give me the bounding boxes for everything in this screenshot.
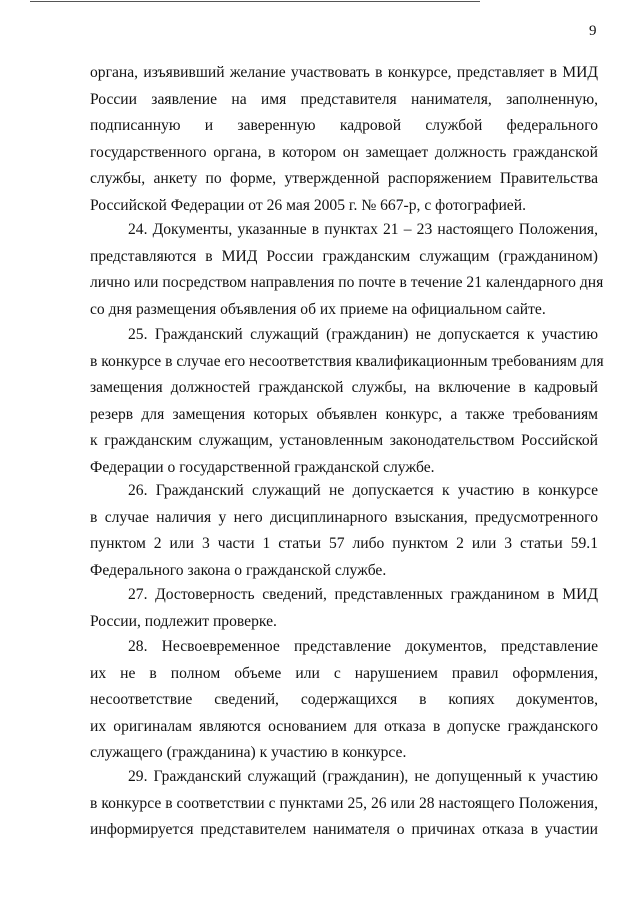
- text-line: к гражданским служащим, установленным законодательством Российской: [90, 432, 598, 450]
- text-line: 24. Документы, указанные в пунктах 21 – 23 настоящего Положения,: [128, 221, 598, 238]
- page-number: 9: [589, 23, 597, 39]
- text-line: 28. Несвоевременное представление документов, представление: [128, 638, 598, 655]
- text-line: Федерального закона о гражданской службе.: [90, 561, 387, 579]
- text-line: 26. Гражданский служащий не допускается к участию в конкурсе: [128, 482, 598, 499]
- paragraph-26: [90, 478, 598, 584]
- text-line: в конкурсе в случае его несоответствия квалификационным требованиям для: [90, 352, 604, 370]
- scan-top-edge-line: [30, 1, 480, 2]
- text-line: 29. Гражданский служащий (гражданин), не допущенный к участию: [128, 768, 598, 785]
- text-line: России, подлежит проверке.: [90, 612, 277, 630]
- text-line: информируется представителем нанимателя о причинах отказа в участии: [90, 821, 598, 839]
- paragraph-27: [90, 582, 598, 635]
- text-line: их не в полном объеме или с нарушением правил оформления,: [90, 664, 598, 682]
- text-line: представляются в МИД России гражданским служащим (гражданином): [90, 247, 598, 265]
- paragraph-25: [90, 322, 604, 482]
- paragraph-24: [90, 217, 604, 323]
- text-line: государственного органа, в котором он замещает должность гражданской: [90, 143, 598, 161]
- text-line: России заявление на имя представителя нанимателя, заполненную,: [90, 90, 598, 108]
- paragraph-continuation: [90, 60, 598, 220]
- text-line: служащего (гражданина) к участию в конкурсе.: [90, 744, 407, 762]
- paragraph-28: [90, 634, 598, 767]
- text-line: их оригиналам являются основанием для отказа в допуске гражданского: [90, 717, 598, 735]
- text-line: 27. Достоверность сведений, представленных гражданином в МИД: [128, 586, 598, 603]
- text-line: 25. Гражданский служащий (гражданин) не допускается к участию: [128, 326, 598, 343]
- paragraph-29: [90, 764, 598, 844]
- text-line: в случае наличия у него дисциплинарного взыскания, предусмотренного: [90, 508, 598, 526]
- text-line: Федерации о государственной гражданской службе.: [90, 458, 435, 476]
- text-line: несоответствие сведений, содержащихся в копиях документов,: [90, 691, 598, 709]
- text-line: замещения должностей гражданской службы, на включение в кадровый: [90, 379, 598, 397]
- text-line: Российской Федерации от 26 мая 2005 г. № 667-р, с фотографией.: [90, 196, 526, 214]
- text-line: службы, анкету по форме, утвержденной распоряжением Правительства: [90, 170, 598, 188]
- text-line: органа, изъявивший желание участвовать в конкурсе, представляет в МИД: [90, 64, 598, 81]
- text-line: подписанную и заверенную кадровой службой федерального: [90, 117, 598, 135]
- text-line: резерв для замещения которых объявлен конкурс, а также требованиям: [90, 405, 598, 423]
- text-line: со дня размещения объявления об их приеме на официальном сайте.: [90, 300, 546, 318]
- text-line: пунктом 2 или 3 части 1 статьи 57 либо пунктом 2 или 3 статьи 59.1: [90, 535, 598, 553]
- text-line: лично или посредством направления по почте в течение 21 календарного дня: [90, 274, 604, 292]
- text-line: в конкурсе в соответствии с пунктами 25, 26 или 28 настоящего Положения,: [90, 794, 598, 812]
